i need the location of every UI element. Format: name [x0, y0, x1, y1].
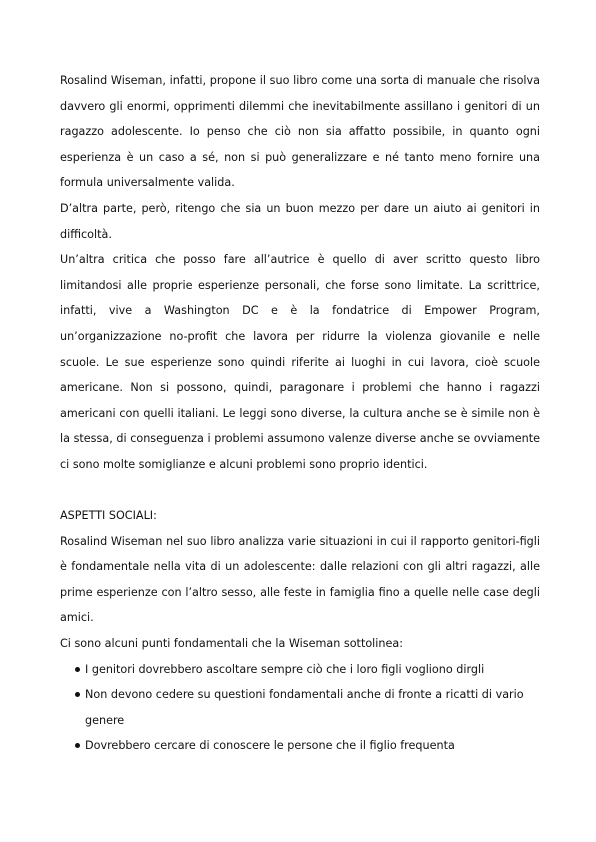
paragraph-author-critique: Un’altra critica che posso fare all’autrice è quello di aver scritto questo libro limitandosi alle proprie esperienze personali, che forse sono limitate. La scrittrice, infatti, vive a Washington DC e è la fondatrice di Empower Program, un’organizzazione no-profit che lavora per ridurre la violenza giovanile e nelle scuole. Le sue esperienze sono quindi riferite ai luoghi in cui lavora, cioè scuole americane. Non si possono, quindi, paragonare i problemi che hanno i ragazzi americani con quelli italiani. Le leggi sono diverse, la cultura anche se è simile non è la stessa, di conseguenza i problemi assumono valenze diverse anche se ovviamente ci sono molte somiglianze e alcuni problemi sono proprio identici. — [60, 253, 540, 471]
paragraph-help-parents: D’altra parte, però, ritengo che sia un buon mezzo per dare un aiuto ai genitori in difficoltà. — [60, 201, 540, 241]
bullet-icon — [75, 692, 80, 697]
paragraph-wiseman-manual: Rosalind Wiseman, infatti, propone il suo libro come una sorta di manuale che risolva davvero gli enormi, opprimenti dilemmi che inevitabilmente assillano i genitori di un ragazzo adolescente. Io penso che ciò non sia affatto possibile, in quanto ogni esperienza è un caso a sé, non si può generalizzare e né tanto meno fornire una formula universalmente valida. — [60, 74, 540, 190]
list-item — [60, 657, 540, 683]
blank-line — [60, 478, 540, 504]
list-item-text: I genitori dovrebbero ascoltare sempre ciò che i loro figli vogliono dirgli — [85, 662, 485, 676]
paragraph-key-points-intro: Ci sono alcuni punti fondamentali che la Wiseman sottolinea: — [60, 637, 403, 651]
bullet-icon — [75, 743, 80, 748]
list-item-text: Non devono cedere su questioni fondamentali anche di fronte a ricatti di vario genere — [85, 688, 524, 727]
list-item-text: Dovrebbero cercare di conoscere le persone che il figlio frequenta — [85, 739, 455, 753]
list-item — [60, 733, 540, 759]
list-item — [60, 682, 540, 733]
bullet-icon — [75, 667, 80, 672]
key-points-list — [60, 657, 540, 759]
paragraph-social-aspects: Rosalind Wiseman nel suo libro analizza varie situazioni in cui il rapporto genitori-figli è fondamentale nella vita di un adolescente: dalle relazioni con gli altri ragazzi, alle prime esperienze con l’altro sesso, alle feste in famiglia fino a quelle nelle case degli amici. — [60, 534, 540, 625]
document-body — [60, 68, 540, 759]
section-heading: ASPETTI SOCIALI: — [60, 509, 157, 523]
